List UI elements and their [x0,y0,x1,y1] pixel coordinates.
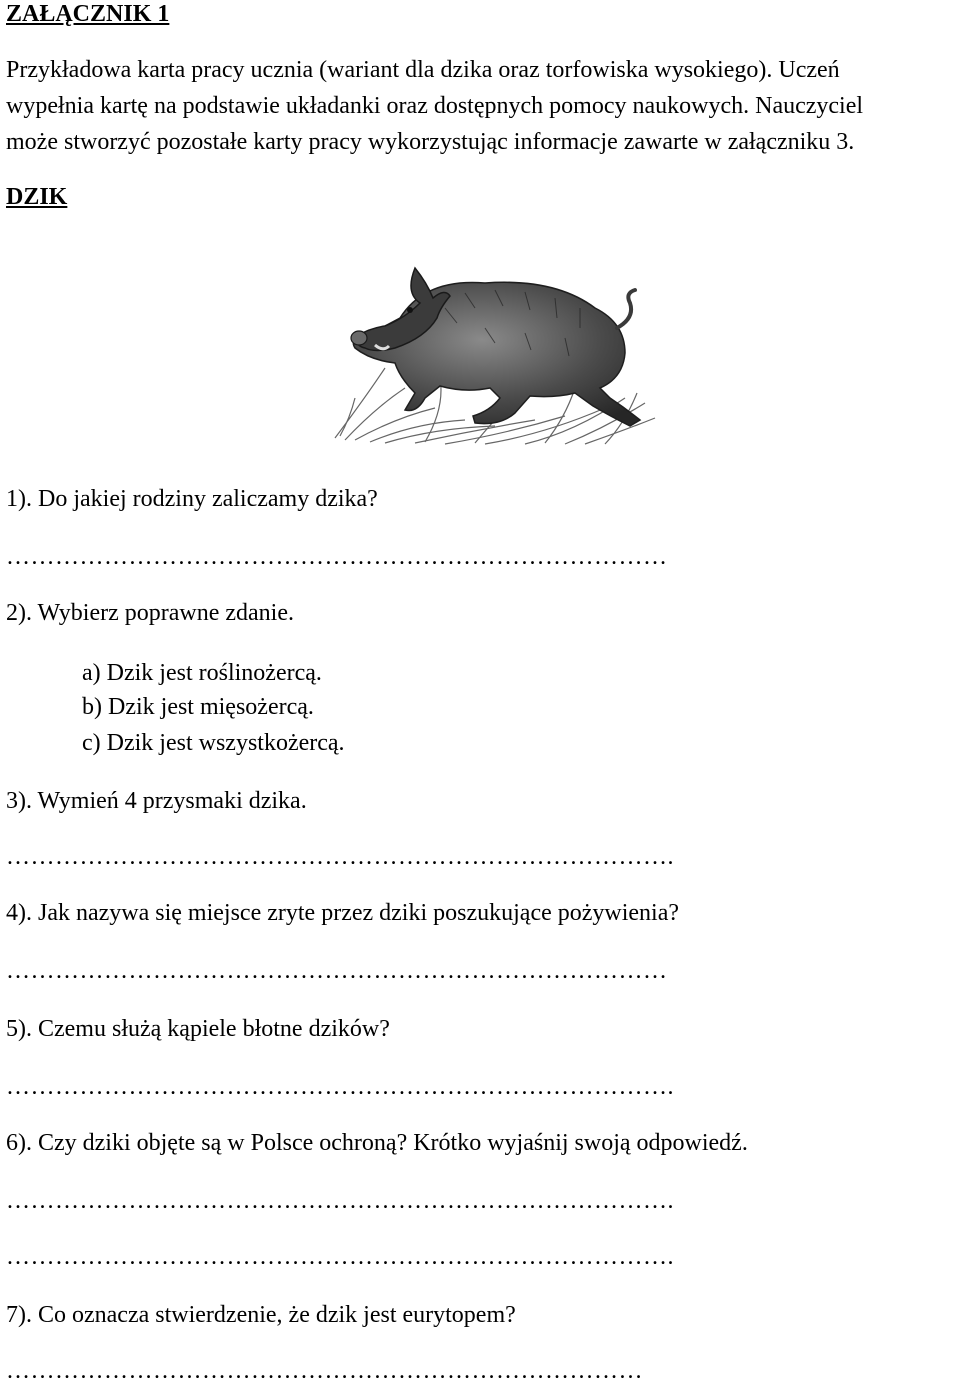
answer-line-3[interactable]: ………………………………………………………………………. [6,844,674,870]
intro-line: może stworzyć pozostałe karty pracy wykorzystując informacje zawarte w załączniku 3. [6,129,855,155]
question-6: 6). Czy dziki objęte są w Polsce ochroną? Krótko wyjaśnij swoją odpowiedź. [6,1130,748,1156]
intro-line: wypełnia kartę na podstawie układanki oraz dostępnych pomocy naukowych. Nauczyciel [6,93,864,119]
question-4: 4). Jak nazywa się miejsce zryte przez dziki poszukujące pożywienia? [6,900,680,926]
question-1: 1). Do jakiej rodziny zaliczamy dzika? [6,486,378,512]
option-c[interactable]: c) Dzik jest wszystkożercą. [82,730,345,756]
answer-line-6a[interactable]: ………………………………………………………………………. [6,1188,674,1214]
answer-line-6b[interactable]: ………………………………………………………………………. [6,1244,674,1270]
answer-line-4[interactable]: ……………………………………………………………………… [6,958,668,984]
document-title: ZAŁĄCZNIK 1 [6,1,170,27]
answer-line-1[interactable]: ……………………………………………………………………… [6,544,668,570]
answer-line-5[interactable]: ………………………………………………………………………. [6,1074,674,1100]
option-a[interactable]: a) Dzik jest roślinożercą. [82,660,322,686]
question-2: 2). Wybierz poprawne zdanie. [6,600,294,626]
question-3: 3). Wymień 4 przysmaki dzika. [6,788,307,814]
question-7: 7). Co oznacza stwierdzenie, że dzik jest eurytopem? [6,1302,516,1328]
section-heading-dzik: DZIK [6,184,68,210]
wild-boar-illustration [325,248,665,448]
option-b[interactable]: b) Dzik jest mięsożercą. [82,694,314,720]
answer-line-7[interactable]: …………………………………………………………………… [6,1358,643,1384]
intro-paragraph [6,52,936,160]
question-5: 5). Czemu służą kąpiele błotne dzików? [6,1016,390,1042]
intro-line: Przykładowa karta pracy ucznia (wariant dla dzika oraz torfowiska wysokiego). Uczeń [6,57,840,83]
